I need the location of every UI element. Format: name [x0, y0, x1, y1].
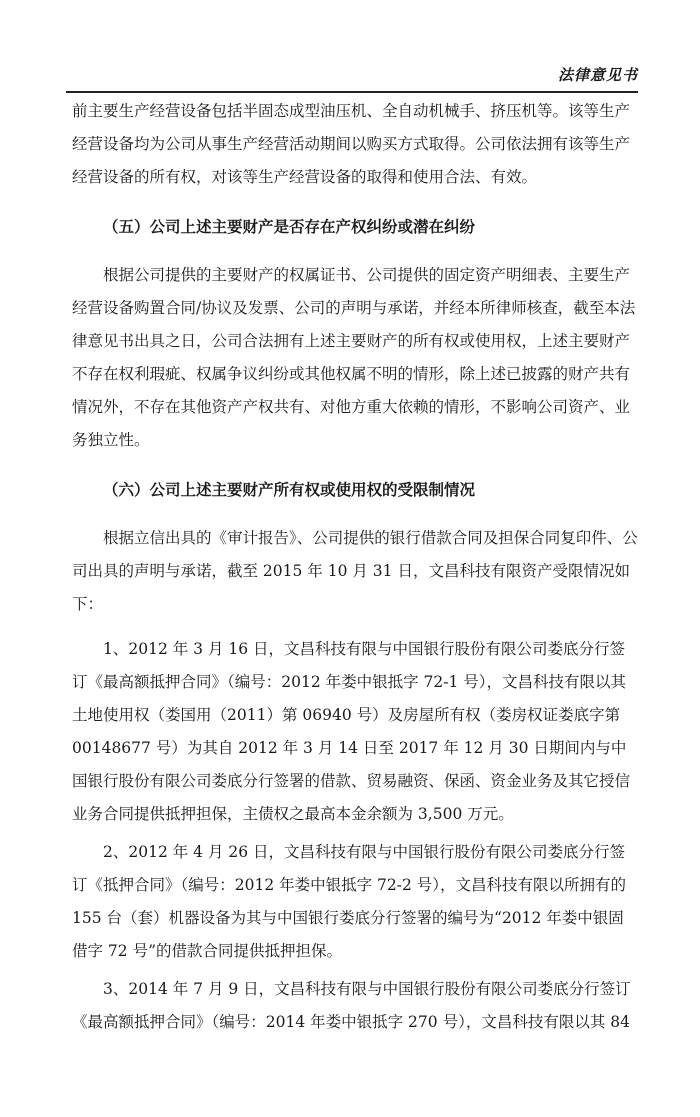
header-title: 法律意见书	[557, 66, 638, 84]
list-item-2: 2、2012 年 4 月 26 日，文昌科技有限与中国银行股份有限公司娄底分行签订《抵押合同》（编号：2012 年娄中银抵字 72-2 号），文昌科技有限以所拥有的155 台（套）机器设备为其与中国银行娄底分行签署的编号为“2012 年娄中银固借字 72 号”的借款合同提供抵押担保。	[72, 843, 627, 960]
paragraph-section-6: 根据立信出具的《审计报告》、公司提供的银行借款合同及担保合同复印件、公司出具的声明与承诺，截至 2015 年 10 月 31 日，文昌科技有限资产受限情况如下：	[72, 529, 638, 613]
list-item-1: 1、2012 年 3 月 16 日，文昌科技有限与中国银行股份有限公司娄底分行签订《最高额抵押合同》（编号：2012 年娄中银抵字 72-1 号），文昌科技有限以其土地使用权（娄国用（2011）第 06940 号）及房屋所有权（娄房权证娄底字第00148677 号）为其自 2012 年 3 月 14 日至 2017 年 12 月 30 日期间内与中国银行股份有限公司娄底分行签署的借款、贸易融资、保函、资金业务及其它授信业务合同提供抵押担保，主债权之最高本金余额为 3,500 万元。	[72, 640, 631, 823]
list-item-3: 3、2014 年 7 月 9 日，文昌科技有限与中国银行股份有限公司娄底分行签订《最高额抵押合同》（编号：2014 年娄中银抵字 270 号），文昌科技有限以其 84	[72, 980, 631, 1031]
header-divider	[66, 91, 638, 93]
paragraph-section-5: 根据公司提供的主要财产的权属证书、公司提供的固定资产明细表、主要生产经营设备购置合同/协议及发票、公司的声明与承诺，并经本所律师核查，截至本法律意见书出具之日，公司合法拥有上述主要财产的所有权或使用权，上述主要财产不存在权利瑕疵、权属争议纠纷或其他权属不明的情形，除上述已披露的财产共有情况外，不存在其他资产产权共有、对他方重大依赖的情形，不影响公司资产、业务独立性。	[72, 266, 636, 449]
section-heading-6: （六）公司上述主要财产所有权或使用权的受限制情况	[103, 480, 476, 499]
document-body	[72, 95, 638, 1039]
paragraph-intro: 前主要生产经营设备包括半固态成型油压机、全自动机械手、挤压机等。该等生产经营设备均为公司从事生产经营活动期间以购买方式取得。公司依法拥有该等生产经营设备的所有权，对该等生产经营设备的取得和使用合法、有效。	[72, 102, 631, 186]
section-heading-5: （五）公司上述主要财产是否存在产权纠纷或潜在纠纷	[103, 217, 476, 236]
